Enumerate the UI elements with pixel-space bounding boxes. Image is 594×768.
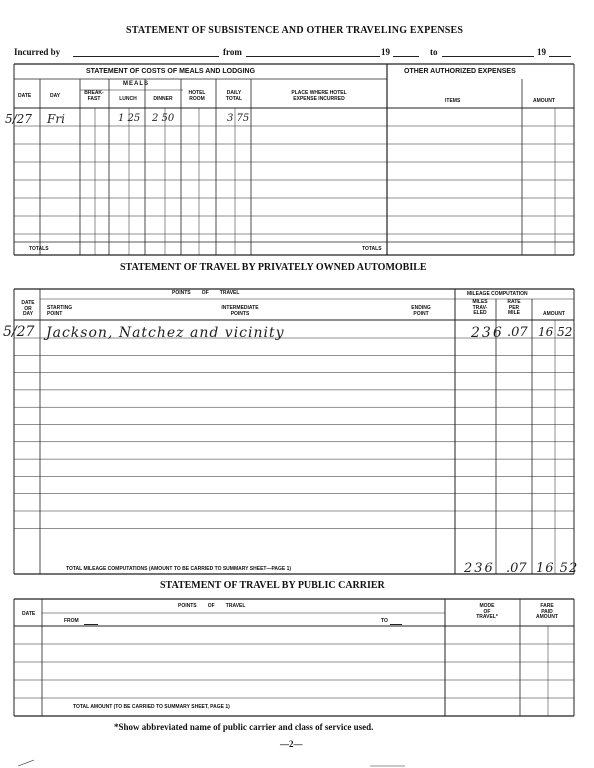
to-label: to	[430, 47, 438, 57]
meal-row-day: Fri	[47, 112, 65, 126]
public-from-label: FROM	[64, 618, 79, 624]
col-items: ITEMS	[445, 98, 461, 104]
incurred-by-field[interactable]	[73, 56, 219, 57]
to-date-field[interactable]	[442, 56, 534, 57]
mileage-computation-title: MILEAGE COMPUTATION	[467, 291, 528, 297]
meal-row-date: 5/27	[5, 112, 32, 126]
total-miles: 236	[464, 561, 495, 576]
col-dinner: DINNER	[153, 96, 173, 102]
col-lunch: LUNCH	[119, 96, 137, 102]
from-year-label: 19	[381, 47, 390, 57]
auto-points-of-travel: POINTS OF TRAVEL	[172, 290, 240, 296]
public-to-label: TO	[381, 618, 388, 624]
total-amount: 16 52	[536, 561, 579, 576]
form-title: STATEMENT OF SUBSISTENCE AND OTHER TRAVELING EXPENSES	[126, 25, 464, 36]
col-daily-total: DAILY TOTAL	[225, 90, 243, 102]
public-total-label: TOTAL AMOUNT (TO BE CARRIED TO SUMMARY SHEET, PAGE 1)	[73, 704, 230, 710]
public-col-fare: FARE PAID AMOUNT	[536, 603, 558, 620]
auto-col-intermediate: INTERMEDIATE POINTS	[221, 305, 259, 317]
auto-col-rate: RATE PER MILE	[507, 299, 521, 316]
from-date-field[interactable]	[246, 56, 380, 57]
total-rate: .07	[506, 561, 527, 576]
meal-row-daily-total: 3 75	[227, 113, 250, 124]
col-date: DATE	[18, 93, 32, 99]
auto-row-points: Jackson, Natchez and vicinity	[46, 325, 285, 341]
auto-col-ending: ENDING POINT	[411, 305, 431, 317]
scan-mark	[18, 760, 34, 766]
public-from-line	[84, 624, 98, 625]
col-amount: AMOUNT	[533, 98, 555, 104]
auto-row-rate: .07	[507, 325, 528, 340]
meal-row-dinner: 2 50	[152, 113, 175, 124]
auto-row-miles: 236	[471, 325, 504, 341]
totals-left: TOTALS	[29, 246, 49, 252]
public-section-title: STATEMENT OF TRAVEL BY PUBLIC CARRIER	[160, 580, 385, 591]
meal-row-lunch: 1 25	[118, 113, 141, 124]
auto-row-amount: 16 52	[538, 325, 573, 339]
auto-row-date: 5/27	[3, 324, 35, 340]
meals-lodging-title: STATEMENT OF COSTS OF MEALS AND LODGING	[86, 68, 256, 75]
public-col-mode: MODE OF TRAVEL*	[476, 603, 498, 620]
totals-right: TOTALS	[362, 246, 382, 252]
col-meals: MEALS	[123, 81, 149, 87]
public-points-of-travel: POINTS OF TRAVEL	[178, 603, 246, 609]
from-year-field[interactable]	[393, 56, 419, 57]
to-year-label: 19	[537, 47, 546, 57]
col-place-hotel: PLACE WHERE HOTEL EXPENSE INCURRED	[291, 90, 347, 102]
auto-section-title: STATEMENT OF TRAVEL BY PRIVATELY OWNED AUTOMOBILE	[120, 262, 427, 273]
from-label: from	[223, 47, 242, 57]
footnote: *Show abbreviated name of public carrier and class of service used.	[114, 722, 374, 732]
col-breakfast: BREAK- FAST	[84, 90, 104, 102]
public-col-date: DATE	[22, 611, 36, 617]
col-hotel-room: HOTEL ROOM	[188, 90, 206, 102]
incurred-by-label: Incurred by	[14, 47, 61, 57]
auto-col-date: DATE OR DAY	[21, 300, 35, 317]
col-day: DAY	[50, 93, 61, 99]
auto-col-amount: AMOUNT	[543, 311, 565, 317]
total-mileage-label: TOTAL MILEAGE COMPUTATIONS (AMOUNT TO BE CARRIED TO SUMMARY SHEET—PAGE 1)	[66, 566, 292, 572]
auto-col-starting: STARTING POINT	[47, 305, 73, 317]
other-expenses-title: OTHER AUTHORIZED EXPENSES	[404, 68, 516, 75]
public-to-line	[390, 624, 402, 625]
page-number: —2—	[280, 739, 303, 749]
auto-col-miles: MILES TRAV- ELED	[472, 299, 488, 316]
to-year-field[interactable]	[549, 56, 571, 57]
